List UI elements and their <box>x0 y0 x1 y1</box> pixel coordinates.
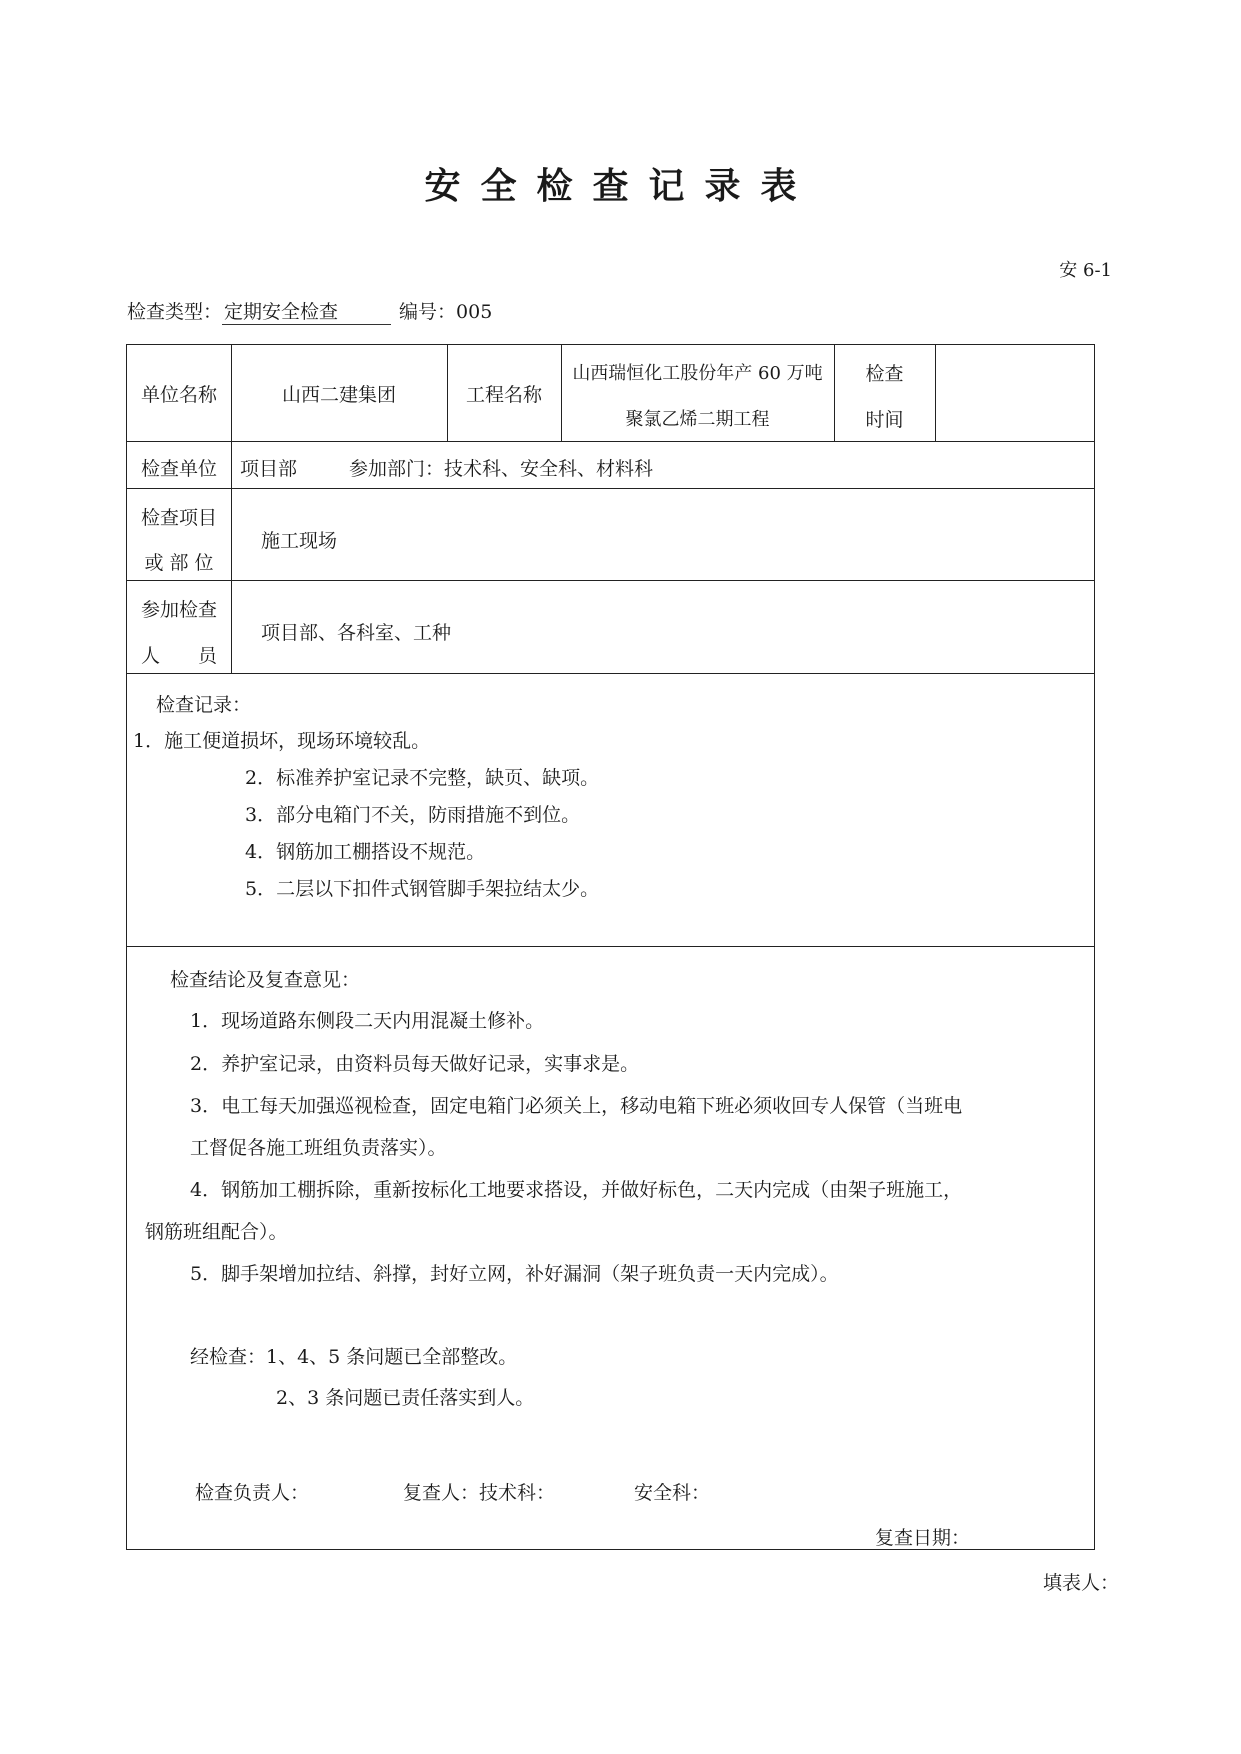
check-item-label-line1: 检查项目 <box>140 507 217 529</box>
record-item: 1．施工便道损坏，现场环境较乱。 <box>133 730 431 752</box>
project-name-line1: 山西瑞恒化工股份年产 60 万吨 <box>572 363 823 384</box>
record-item: 5．二层以下扣件式钢管脚手架拉结太少。 <box>245 878 600 900</box>
check-type-line <box>127 297 492 325</box>
conclusion-item: 1．现场道路东侧段二天内用混凝土修补。 <box>190 1010 545 1032</box>
review-date-label: 复查日期： <box>875 1527 971 1549</box>
filler-label: 填表人： <box>1042 1572 1119 1594</box>
col-divider <box>935 345 936 441</box>
row-divider <box>127 441 1094 442</box>
record-item: 4．钢筋加工棚搭设不规范。 <box>245 841 486 863</box>
conclusion-heading: 检查结论及复查意见： <box>170 969 361 991</box>
conclusion-item: 2．养护室记录，由资料员每天做好记录，实事求是。 <box>190 1053 640 1075</box>
check-item-value: 施工现场 <box>261 530 338 552</box>
check-unit-value: 项目部 <box>240 458 298 480</box>
check-time-label-line1: 检查 <box>865 363 904 385</box>
record-item: 3．部分电箱门不关，防雨措施不到位。 <box>245 804 581 826</box>
review-line: 2、3 条问题已责任落实到人。 <box>276 1387 535 1409</box>
check-unit-label: 检查单位 <box>140 458 217 480</box>
conclusion-item: 3．电工每天加强巡视检查，固定电箱门必须关上，移动电箱下班必须收回专人保管（当班电 <box>190 1095 963 1117</box>
project-name-label: 工程名称 <box>465 384 542 406</box>
unit-name-label: 单位名称 <box>140 384 217 406</box>
people-label-line2: 人 员 <box>140 645 217 667</box>
col-divider <box>231 488 232 580</box>
number-label: 编号： <box>399 301 457 323</box>
row-divider <box>127 488 1094 489</box>
check-time-label-line2: 时间 <box>865 409 904 431</box>
conclusion-item: 钢筋班组配合）。 <box>145 1221 288 1243</box>
departments-line <box>349 454 653 481</box>
row-divider <box>127 673 1094 674</box>
check-item-label-line2: 或 部 位 <box>144 552 214 574</box>
conclusion-item: 工督促各施工班组负责落实）。 <box>190 1137 447 1159</box>
form-code: 安 6-1 <box>1059 260 1112 281</box>
page-title: 安全检查记录表 <box>424 165 817 207</box>
unit-name-value: 山西二建集团 <box>281 384 396 406</box>
conclusion-item: 5．脚手架增加拉结、斜撑，封好立网，补好漏洞（架子班负责一天内完成）。 <box>190 1263 839 1285</box>
check-type-value: 定期安全检查 <box>222 297 391 325</box>
sign-reviewer: 复查人：技术科： <box>403 1482 556 1504</box>
inspection-table <box>126 344 1095 1550</box>
conclusion-item: 4．钢筋加工棚拆除，重新按标化工地要求搭设，并做好标色，二天内完成（由架子班施工， <box>190 1179 963 1201</box>
col-divider <box>231 441 232 488</box>
number-value: 005 <box>456 301 493 323</box>
departments-value: 技术科、安全科、材料科 <box>444 458 654 480</box>
record-item: 2．标准养护室记录不完整，缺页、缺项。 <box>245 767 600 789</box>
project-name-line2: 聚氯乙烯二期工程 <box>625 409 770 430</box>
check-type-label: 检查类型： <box>127 301 223 323</box>
sign-safety: 安全科： <box>634 1482 711 1504</box>
col-divider <box>231 580 232 673</box>
row-divider <box>127 580 1094 581</box>
people-value: 项目部、各科室、工种 <box>261 622 452 644</box>
sign-inspector: 检查负责人： <box>195 1482 310 1504</box>
records-heading: 检查记录： <box>156 694 252 716</box>
row-divider <box>127 946 1094 947</box>
review-line: 经检查：1、4、5 条问题已全部整改。 <box>190 1346 518 1368</box>
departments-label: 参加部门： <box>349 458 445 480</box>
people-label-line1: 参加检查 <box>140 599 217 621</box>
